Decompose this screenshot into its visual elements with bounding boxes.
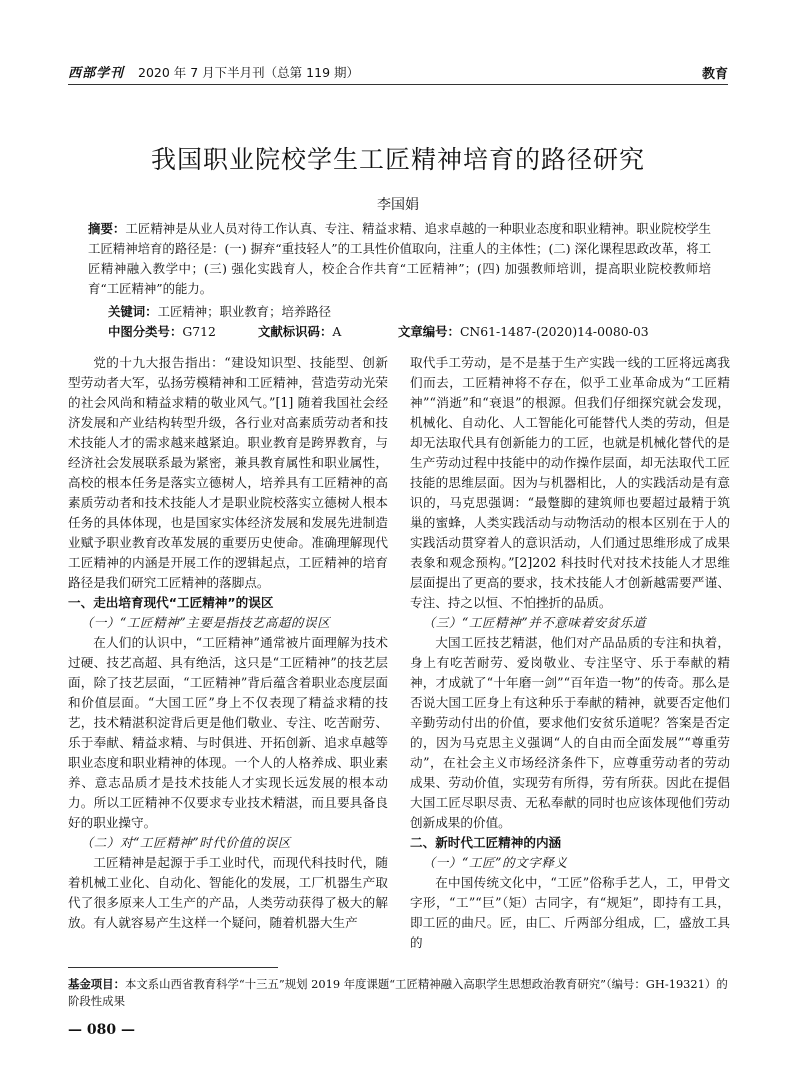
- clc-value: G712: [182, 324, 216, 339]
- abstract-label: 摘要：: [88, 221, 126, 236]
- document-code: [258, 322, 341, 342]
- right-column: [410, 353, 730, 953]
- keywords: [108, 302, 708, 322]
- section-heading: 二、新时代工匠精神的内涵: [410, 835, 562, 850]
- subsection-heading: （三）“工匠精神”并不意味着安贫乐道: [422, 615, 646, 630]
- footnote-label: 基金项目：: [68, 977, 125, 991]
- paragraph: 在人们的认识中，“工匠精神”通常被片面理解为技术过硬、技艺高超、具有绝活，这只是“工匠精神”的技艺层面，除了技艺层面，“工匠精神”背后蕴含着职业态度层面和价值层面。“大国工匠”身上不仅表现了精益求精的技艺，技术精湛积淀背后更是他们敬业、专注、吃苦耐劳、乐于奉献、精益求精、与时俱进、开拓创新、追求卓越等职业态度和职业精神的体现。一个人的人格养成、职业素养、意志品质才是技术技能人才实现长远发展的根本动力。所以工匠精神不仅要求专业技术精湛，而且要具备良好的职业操守。: [68, 635, 388, 830]
- section-heading: 一、走出培育现代“工匠精神”的误区: [68, 595, 274, 610]
- paragraph: 取代手工劳动，是不是基于生产实践一线的工匠将远离我们而去，工匠精神将不存在，似乎工业革命成为“工匠精神”“消逝”和“衰退”的根源。但我们仔细探究就会发现，机械化、自动化、人工智能化可能替代人类的劳动，但是却无法取代具有创新能力的工匠，也就是机械化替代的是生产劳动过程中技能中的动作操作层面，却无法取代工匠技能的思维层面。因为与机器相比，人的实践活动是有意识的，马克思强调：“最蹩脚的建筑师也要超过最精于筑巢的蜜蜂，人类实践活动与动物活动的根本区别在于人的实践活动贯穿着人的意识活动，人们通过思维形成了成果表象和观念预构。”[2]202 科技时代对技术技能人才思维层面提出了更高的要求，技术技能人才创新越需要严谨、专注、持之以恒、不怕挫折的品质。: [410, 355, 730, 610]
- clc-number: [108, 322, 216, 342]
- left-column: [68, 353, 388, 933]
- doc-label: 文献标识码：: [258, 324, 333, 339]
- keywords-label: 关键词：: [108, 304, 158, 319]
- article-value: CN61-1487-(2020)14-0080-03: [459, 324, 649, 339]
- footnote-text: 本文系山西省教育科学“十三五”规划 2019 年度课题“工匠精神融入高职学生思想政治教育研究”（编号：GH-19321）的阶段性成果: [68, 977, 728, 1008]
- abstract-text: 工匠精神是从业人员对待工作认真、专注、精益求精、追求卓越的一种职业态度和职业精神。职业院校学生工匠精神培育的路径是：(一) 摒弃“重技轻人”的工具性价值取向，注重人的主体性；(二) 深化课程思政改革，将工匠精神融入教学中；(三) 强化实践育人，校企合作共育“工匠精神”；(四) 加强教师培训，提高职业院校教师培育“工匠精神”的能力。: [88, 221, 712, 296]
- paragraph: 大国工匠技艺精湛，他们对产品品质的专注和执着，身上有吃苦耐劳、爱岗敬业、专注坚守、乐于奉献的精神，才成就了“十年磨一剑”“百年造一物”的传奇。那么是否说大国工匠身上有这种乐于奉献的精神，就要否定他们辛勤劳动付出的价值，要求他们安贫乐道呢？答案是否定的，因为马克思主义强调“人的自由而全面发展”“尊重劳动”，在社会主义市场经济条件下，应尊重劳动者的劳动成果、劳动价值，实现劳有所得，劳有所获。因此在提倡大国工匠尽职尽责、无私奉献的同时也应该体现他们劳动创新成果的价值。: [410, 635, 730, 830]
- subsection-heading: （二）对“工匠精神”时代价值的误区: [80, 835, 291, 850]
- abstract: [88, 219, 711, 299]
- footnote-divider: [68, 967, 278, 968]
- paragraph: 在中国传统文化中，“工匠”俗称手艺人，工，甲骨文字形，“工”“巨”（矩）古同字，有“规矩”，即持有工具，即工匠的曲尺。匠，由匚、斤两部分组成，匚，盛放工具的: [410, 875, 730, 950]
- author-name: 李国娟: [377, 197, 419, 213]
- keywords-text: 工匠精神；职业教育；培养路径: [157, 304, 332, 319]
- doc-value: A: [332, 324, 342, 339]
- subsection-heading: （一）“工匠精神”主要是指技艺高超的误区: [80, 615, 331, 630]
- paragraph: 工匠精神是起源于手工业时代，而现代科技时代，随着机械工业化、自动化、智能化的发展，工厂机器生产取代了很多原来人工生产的产品，人类劳动获得了极大的解放。有人就容易产生这样一个疑问，随着机器大生产: [68, 855, 388, 930]
- subsection-heading: （一）“工匠”的文字释义: [422, 855, 568, 870]
- page-number: — 080 —: [68, 1022, 135, 1038]
- footnote: [68, 976, 728, 1010]
- section-label: 教育: [701, 67, 728, 82]
- page-header: [68, 58, 728, 85]
- clc-label: 中图分类号：: [108, 324, 183, 339]
- journal-logo: 西部学刊: [68, 66, 125, 81]
- article-title: 我国职业院校学生工匠精神培育的路径研究: [150, 145, 645, 174]
- article-label: 文章编号：: [398, 324, 460, 339]
- paragraph: 党的十九大报告指出：“建设知识型、技能型、创新型劳动者大军，弘扬劳模精神和工匠精神，营造劳动光荣的社会风尚和精益求精的敬业风气。”[1] 随着我国社会经济发展和产业结构转型升级，各行业对高素质劳动者和技术技能人才的需求越来越紧迫。职业教育是跨界教育，与经济社会发展联系最为紧密，兼具教育属性和职业属性，高校的根本任务是落实立德树人，培养具有工匠精神的高素质劳动者和技术技能人才是职业院校落实立德树人根本任务的具体体现，也是国家实体经济发展和发展先进制造业赋予职业教育改革发展的重要历史使命。准确理解现代工匠精神的内涵是开展工作的逻辑起点，工匠精神的培育路径是我们研究工匠精神的落脚点。: [68, 355, 388, 590]
- issue-info: 2020 年 7 月下半月刊（总第 119 期）: [138, 65, 359, 80]
- article-number: [398, 322, 649, 342]
